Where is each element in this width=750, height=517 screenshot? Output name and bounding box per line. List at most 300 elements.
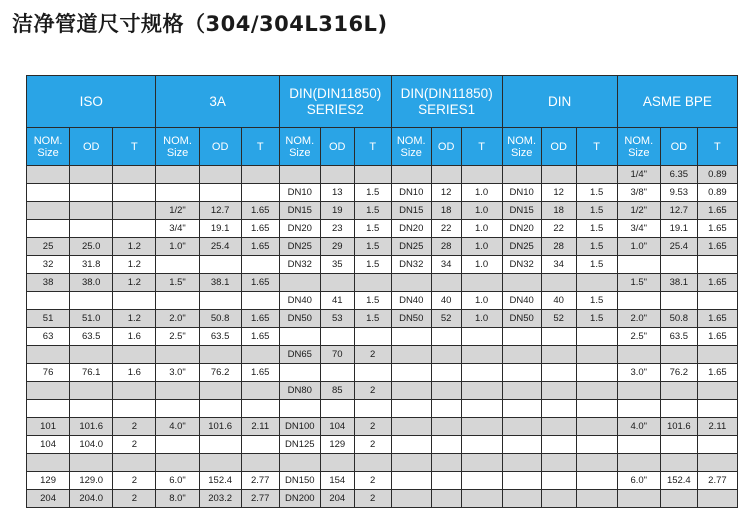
table-cell xyxy=(320,454,354,472)
table-cell: 6.0" xyxy=(617,472,660,490)
table-cell: 22 xyxy=(541,220,576,238)
table-cell: DN20 xyxy=(502,220,541,238)
table-cell xyxy=(541,490,576,508)
table-cell xyxy=(576,166,617,184)
table-cell: 2.5" xyxy=(617,328,660,346)
table-row xyxy=(27,364,738,382)
table-cell xyxy=(199,184,241,202)
table-cell: DN32 xyxy=(279,256,320,274)
table-cell: 1.5 xyxy=(576,202,617,220)
table-cell xyxy=(431,346,461,364)
subheader-cell: OD xyxy=(320,128,354,166)
table-cell: 1.0" xyxy=(156,238,199,256)
table-cell: 1.5 xyxy=(354,184,391,202)
table-cell: 51.0 xyxy=(70,310,113,328)
table-cell xyxy=(354,454,391,472)
table-cell: 2 xyxy=(113,418,156,436)
table-row xyxy=(27,418,738,436)
table-cell: 104 xyxy=(27,436,70,454)
table-cell: 2.77 xyxy=(241,472,279,490)
table-cell: DN40 xyxy=(391,292,431,310)
table-cell: 40 xyxy=(431,292,461,310)
table-cell xyxy=(576,346,617,364)
subheader-cell: OD xyxy=(70,128,113,166)
table-cell: DN125 xyxy=(279,436,320,454)
table-cell: 1.2 xyxy=(113,238,156,256)
table-cell xyxy=(241,184,279,202)
table-cell: 1.0" xyxy=(617,238,660,256)
table-cell xyxy=(617,490,660,508)
table-cell xyxy=(199,400,241,418)
table-cell xyxy=(660,292,697,310)
table-cell xyxy=(502,490,541,508)
table-cell: 204.0 xyxy=(70,490,113,508)
table-cell: 104 xyxy=(320,418,354,436)
table-cell: 63.5 xyxy=(660,328,697,346)
table-cell xyxy=(541,382,576,400)
subheader-cell: T xyxy=(576,128,617,166)
table-cell xyxy=(199,166,241,184)
table-cell xyxy=(241,400,279,418)
table-cell xyxy=(576,436,617,454)
table-cell: 25 xyxy=(27,238,70,256)
table-cell: 1.0 xyxy=(461,292,502,310)
table-cell: 31.8 xyxy=(70,256,113,274)
table-cell: 1.6 xyxy=(113,364,156,382)
table-cell: 1.5 xyxy=(576,220,617,238)
table-cell: DN65 xyxy=(279,346,320,364)
table-cell xyxy=(697,382,737,400)
table-cell xyxy=(70,202,113,220)
table-cell: 1.65 xyxy=(241,274,279,292)
table-cell: 129 xyxy=(320,436,354,454)
table-cell xyxy=(617,346,660,364)
table-cell: 154 xyxy=(320,472,354,490)
table-cell xyxy=(431,274,461,292)
table-cell: 19.1 xyxy=(660,220,697,238)
table-cell: 2.77 xyxy=(241,490,279,508)
table-cell xyxy=(502,328,541,346)
table-cell xyxy=(697,490,737,508)
table-cell xyxy=(391,400,431,418)
table-cell: 63.5 xyxy=(199,328,241,346)
table-cell xyxy=(502,274,541,292)
table-cell xyxy=(279,274,320,292)
table-cell: 1.5 xyxy=(576,310,617,328)
table-row xyxy=(27,274,738,292)
subheader-cell: T xyxy=(354,128,391,166)
group-header: ISO xyxy=(27,76,156,128)
table-cell xyxy=(431,166,461,184)
table-cell: 19 xyxy=(320,202,354,220)
table-cell xyxy=(241,382,279,400)
table-cell: 18 xyxy=(431,202,461,220)
table-cell: 0.89 xyxy=(697,184,737,202)
table-row xyxy=(27,310,738,328)
table-cell xyxy=(576,328,617,346)
table-cell xyxy=(431,400,461,418)
table-cell: 1.2 xyxy=(113,310,156,328)
table-cell: 1.5 xyxy=(354,256,391,274)
table-cell xyxy=(576,364,617,382)
table-cell: 2.5" xyxy=(156,328,199,346)
table-cell xyxy=(391,436,431,454)
table-cell: 6.0" xyxy=(156,472,199,490)
table-cell xyxy=(576,418,617,436)
table-cell: 1.65 xyxy=(241,238,279,256)
table-cell: 1.65 xyxy=(697,220,737,238)
table-cell xyxy=(660,400,697,418)
table-cell xyxy=(320,364,354,382)
group-header: DIN(DIN11850) SERIES1 xyxy=(391,76,502,128)
table-cell xyxy=(660,436,697,454)
table-cell: 1.5 xyxy=(576,238,617,256)
table-cell: 9.53 xyxy=(660,184,697,202)
table-cell xyxy=(461,418,502,436)
table-cell xyxy=(113,400,156,418)
group-header: 3A xyxy=(156,76,279,128)
table-cell: 3/4" xyxy=(156,220,199,238)
table-cell: 32 xyxy=(27,256,70,274)
table-row xyxy=(27,220,738,238)
table-cell: 2.0" xyxy=(617,310,660,328)
table-row xyxy=(27,472,738,490)
table-cell: 1.2 xyxy=(113,256,156,274)
table-cell: 1.5 xyxy=(576,292,617,310)
table-cell xyxy=(156,436,199,454)
table-cell: 52 xyxy=(431,310,461,328)
table-cell xyxy=(617,400,660,418)
table-row xyxy=(27,292,738,310)
subheader-cell: OD xyxy=(431,128,461,166)
table-cell: 101.6 xyxy=(660,418,697,436)
table-cell: 1.5 xyxy=(354,202,391,220)
table-cell: 1/4" xyxy=(617,166,660,184)
table-cell xyxy=(461,472,502,490)
table-cell xyxy=(279,328,320,346)
table-cell xyxy=(113,454,156,472)
table-cell: 25.4 xyxy=(199,238,241,256)
table-cell: 38 xyxy=(27,274,70,292)
table-cell xyxy=(461,274,502,292)
table-cell xyxy=(354,364,391,382)
table-cell: 104.0 xyxy=(70,436,113,454)
table-cell: 12 xyxy=(431,184,461,202)
table-cell: 6.35 xyxy=(660,166,697,184)
table-cell xyxy=(279,400,320,418)
table-cell: 2.0" xyxy=(156,310,199,328)
table-body xyxy=(27,166,738,508)
table-cell xyxy=(70,346,113,364)
table-cell xyxy=(113,220,156,238)
table-cell: 2.11 xyxy=(241,418,279,436)
table-cell: 51 xyxy=(27,310,70,328)
table-row xyxy=(27,454,738,472)
table-cell: 1.0 xyxy=(461,238,502,256)
subheader-cell: NOM. Size xyxy=(502,128,541,166)
table-cell: 1/2" xyxy=(617,202,660,220)
table-cell: 2 xyxy=(354,472,391,490)
table-cell xyxy=(70,382,113,400)
subheader-cell: T xyxy=(241,128,279,166)
table-cell xyxy=(391,274,431,292)
table-cell: 1.5 xyxy=(576,256,617,274)
table-row xyxy=(27,238,738,256)
table-cell xyxy=(660,490,697,508)
table-cell: 3/8" xyxy=(617,184,660,202)
table-cell xyxy=(461,346,502,364)
table-cell xyxy=(27,220,70,238)
table-cell: 38.0 xyxy=(70,274,113,292)
group-header: DIN(DIN11850) SERIES2 xyxy=(279,76,391,128)
table-cell xyxy=(391,346,431,364)
table-cell: DN15 xyxy=(391,202,431,220)
table-cell: 19.1 xyxy=(199,220,241,238)
table-row xyxy=(27,184,738,202)
table-cell: 76.2 xyxy=(199,364,241,382)
table-cell xyxy=(70,184,113,202)
table-cell xyxy=(70,400,113,418)
table-cell: 1.5" xyxy=(156,274,199,292)
table-cell xyxy=(241,346,279,364)
table-cell: 1.65 xyxy=(697,310,737,328)
table-cell xyxy=(279,454,320,472)
table-cell xyxy=(156,382,199,400)
table-cell xyxy=(156,256,199,274)
subheader-row xyxy=(27,128,738,166)
table-cell xyxy=(320,400,354,418)
table-cell: 1.65 xyxy=(697,328,737,346)
table-cell: 1.65 xyxy=(697,274,737,292)
table-cell xyxy=(461,382,502,400)
table-cell: 53 xyxy=(320,310,354,328)
table-cell xyxy=(199,454,241,472)
page-title: 洁净管道尺寸规格（304/304L316L) xyxy=(12,12,388,36)
table-cell: 1.65 xyxy=(697,202,737,220)
table-cell xyxy=(199,346,241,364)
table-cell xyxy=(461,400,502,418)
table-cell xyxy=(697,292,737,310)
table-cell: 34 xyxy=(541,256,576,274)
group-header: DIN xyxy=(502,76,617,128)
table-cell: 1.0 xyxy=(461,310,502,328)
group-header-row xyxy=(27,76,738,128)
table-cell: DN50 xyxy=(279,310,320,328)
table-cell xyxy=(461,436,502,454)
table-cell xyxy=(354,166,391,184)
table-cell xyxy=(660,454,697,472)
table-cell xyxy=(461,454,502,472)
table-cell: 2 xyxy=(354,436,391,454)
table-cell xyxy=(502,364,541,382)
table-cell: 203.2 xyxy=(199,490,241,508)
table-cell xyxy=(431,364,461,382)
table-cell: DN32 xyxy=(502,256,541,274)
table-cell: DN20 xyxy=(279,220,320,238)
table-cell: 1.65 xyxy=(241,310,279,328)
table-cell xyxy=(541,328,576,346)
table-cell: 129.0 xyxy=(70,472,113,490)
table-cell: DN32 xyxy=(391,256,431,274)
table-cell: 0.89 xyxy=(697,166,737,184)
table-cell xyxy=(541,418,576,436)
table-cell: 1.0 xyxy=(461,220,502,238)
table-cell xyxy=(391,382,431,400)
table-cell: DN25 xyxy=(391,238,431,256)
table-cell xyxy=(660,346,697,364)
table-cell xyxy=(502,382,541,400)
table-cell: 1.6 xyxy=(113,328,156,346)
table-cell xyxy=(241,292,279,310)
table-cell: DN15 xyxy=(279,202,320,220)
table-cell xyxy=(461,328,502,346)
table-cell: 63.5 xyxy=(70,328,113,346)
table-cell xyxy=(27,454,70,472)
table-cell xyxy=(70,454,113,472)
table-cell: 23 xyxy=(320,220,354,238)
table-cell: 3.0" xyxy=(617,364,660,382)
subheader-cell: OD xyxy=(660,128,697,166)
table-cell xyxy=(156,346,199,364)
table-cell: 1.5" xyxy=(617,274,660,292)
table-row xyxy=(27,166,738,184)
table-cell: DN15 xyxy=(502,202,541,220)
table-cell: DN150 xyxy=(279,472,320,490)
table-cell: 2 xyxy=(113,490,156,508)
table-cell: 28 xyxy=(541,238,576,256)
table-cell xyxy=(502,418,541,436)
table-cell: 35 xyxy=(320,256,354,274)
table-cell: 1.2 xyxy=(113,274,156,292)
table-cell xyxy=(617,454,660,472)
table-cell xyxy=(697,454,737,472)
table-cell: 1.65 xyxy=(241,220,279,238)
table-cell: 2.11 xyxy=(697,418,737,436)
table-cell xyxy=(461,490,502,508)
table-cell: DN40 xyxy=(279,292,320,310)
table-cell xyxy=(279,364,320,382)
table-row xyxy=(27,328,738,346)
table-cell: 1.65 xyxy=(241,328,279,346)
table-cell: 4.0" xyxy=(156,418,199,436)
table-cell xyxy=(576,490,617,508)
table-cell: 2 xyxy=(354,346,391,364)
table-cell: 29 xyxy=(320,238,354,256)
table-cell xyxy=(431,436,461,454)
table-cell: 1.5 xyxy=(576,184,617,202)
table-cell: 2 xyxy=(113,472,156,490)
table-cell xyxy=(576,382,617,400)
table-cell: 101 xyxy=(27,418,70,436)
table-cell xyxy=(576,454,617,472)
table-cell: DN25 xyxy=(502,238,541,256)
table-cell xyxy=(502,346,541,364)
table-cell xyxy=(113,346,156,364)
table-cell xyxy=(27,346,70,364)
table-cell: 2 xyxy=(354,490,391,508)
table-cell xyxy=(156,184,199,202)
table-cell: DN10 xyxy=(391,184,431,202)
table-cell: 25.4 xyxy=(660,238,697,256)
table-cell: 13 xyxy=(320,184,354,202)
table-cell: 70 xyxy=(320,346,354,364)
table-cell: 101.6 xyxy=(199,418,241,436)
table-cell xyxy=(241,436,279,454)
table-cell xyxy=(431,418,461,436)
subheader-cell: OD xyxy=(199,128,241,166)
subheader-cell: NOM. Size xyxy=(279,128,320,166)
table-cell: 12.7 xyxy=(660,202,697,220)
table-cell: 1.0 xyxy=(461,184,502,202)
table-cell xyxy=(113,184,156,202)
table-cell: DN50 xyxy=(502,310,541,328)
subheader-cell: NOM. Size xyxy=(617,128,660,166)
table-cell xyxy=(502,400,541,418)
table-cell xyxy=(541,166,576,184)
table-cell: 18 xyxy=(541,202,576,220)
table-cell xyxy=(697,436,737,454)
table-cell xyxy=(199,256,241,274)
table-cell xyxy=(541,472,576,490)
subheader-cell: T xyxy=(113,128,156,166)
table-cell xyxy=(320,328,354,346)
table-cell xyxy=(27,400,70,418)
table-cell xyxy=(502,454,541,472)
table-cell xyxy=(660,382,697,400)
table-cell: 2 xyxy=(354,382,391,400)
table-cell xyxy=(541,274,576,292)
table-cell: 1.5 xyxy=(354,220,391,238)
table-cell: 50.8 xyxy=(199,310,241,328)
table-cell xyxy=(541,346,576,364)
table-cell: 152.4 xyxy=(660,472,697,490)
table-cell: 1.65 xyxy=(697,364,737,382)
table-cell: 25.0 xyxy=(70,238,113,256)
table-cell xyxy=(576,274,617,292)
table-cell: DN25 xyxy=(279,238,320,256)
table-cell xyxy=(199,436,241,454)
table-row xyxy=(27,400,738,418)
table-cell: 1.5 xyxy=(354,238,391,256)
table-cell xyxy=(156,292,199,310)
table-cell xyxy=(70,292,113,310)
table-cell xyxy=(391,364,431,382)
table-cell xyxy=(541,364,576,382)
table-cell xyxy=(391,166,431,184)
table-cell: 63 xyxy=(27,328,70,346)
table-cell: 41 xyxy=(320,292,354,310)
table-cell xyxy=(660,256,697,274)
table-cell xyxy=(320,274,354,292)
table-cell xyxy=(320,166,354,184)
subheader-cell: T xyxy=(697,128,737,166)
table-cell xyxy=(617,256,660,274)
table-cell: DN20 xyxy=(391,220,431,238)
table-cell: 28 xyxy=(431,238,461,256)
table-cell xyxy=(431,382,461,400)
table-cell: 76 xyxy=(27,364,70,382)
table-cell xyxy=(279,166,320,184)
table-cell: DN10 xyxy=(502,184,541,202)
table-cell xyxy=(617,382,660,400)
table-cell xyxy=(70,220,113,238)
table-cell: DN40 xyxy=(502,292,541,310)
table-row xyxy=(27,436,738,454)
table-cell xyxy=(541,400,576,418)
subheader-cell: NOM. Size xyxy=(27,128,70,166)
table-cell xyxy=(431,490,461,508)
table-cell xyxy=(113,382,156,400)
